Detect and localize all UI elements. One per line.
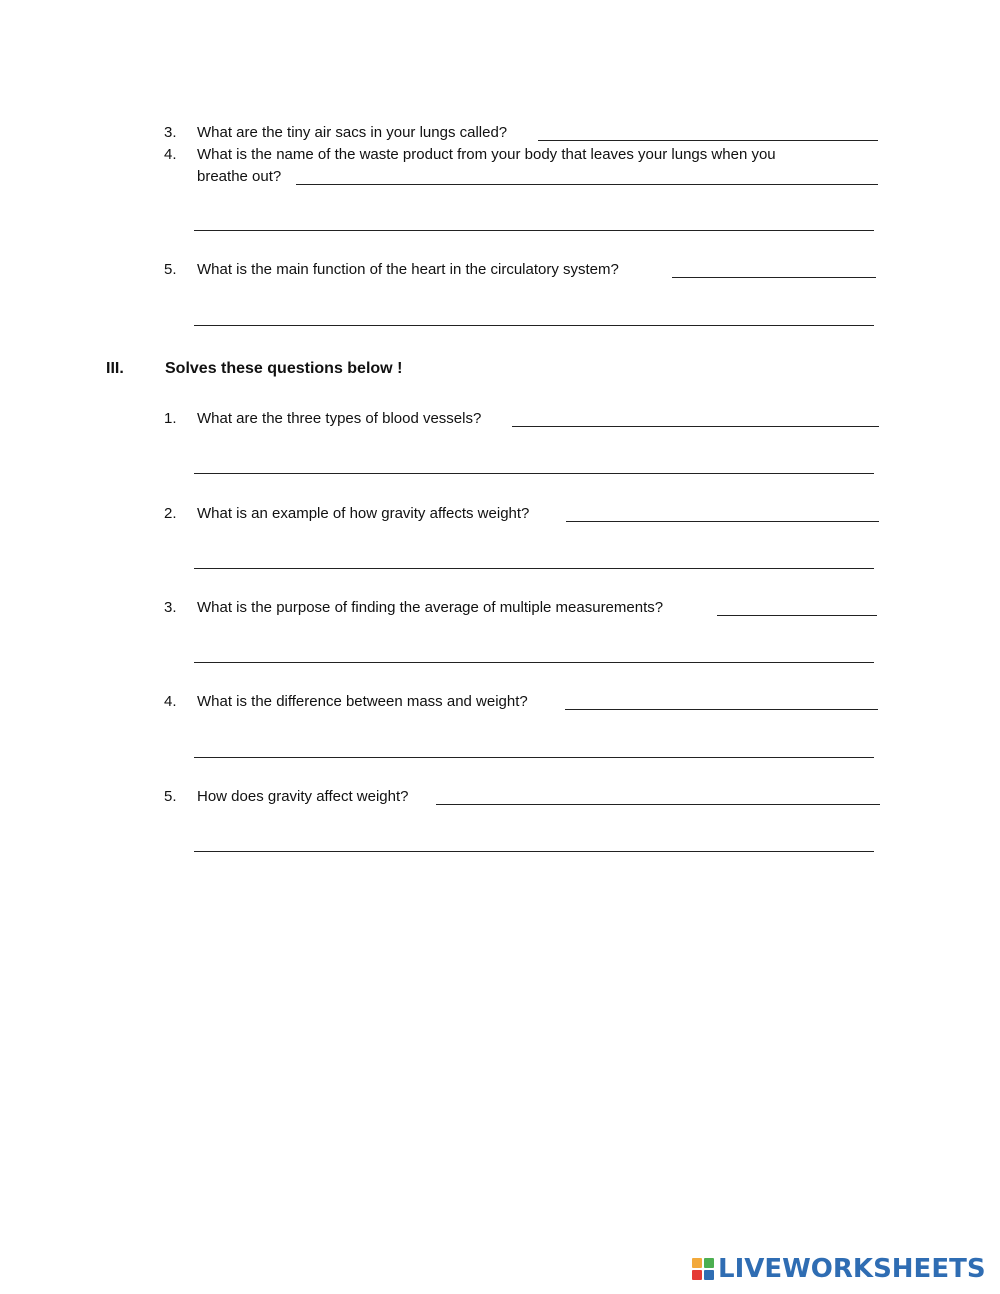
question-text: What is the difference between mass and weight? (197, 693, 528, 710)
answer-line[interactable] (717, 615, 877, 616)
answer-line[interactable] (194, 851, 874, 852)
section-heading: Solves these questions below ! (165, 360, 403, 377)
question-number: 3. (164, 599, 177, 616)
question-number: 2. (164, 505, 177, 522)
question-text: What is the main function of the heart in the circulatory system? (197, 261, 619, 278)
question-number: 1. (164, 410, 177, 427)
answer-line[interactable] (194, 757, 874, 758)
section-numeral: III. (106, 360, 124, 377)
question-text: How does gravity affect weight? (197, 788, 409, 805)
answer-line[interactable] (194, 662, 874, 663)
answer-line[interactable] (538, 140, 878, 141)
logo-block (692, 1270, 702, 1280)
answer-line[interactable] (296, 184, 878, 185)
logo-block (704, 1258, 714, 1268)
question-text: What is the purpose of finding the average of multiple measurements? (197, 599, 664, 616)
answer-line[interactable] (194, 473, 874, 474)
liveworksheets-logo (692, 1253, 986, 1285)
question-number: 5. (164, 788, 177, 805)
answer-line[interactable] (194, 325, 874, 326)
logo-blocks-icon (692, 1258, 714, 1280)
question-text: What are the tiny air sacs in your lungs called? (197, 124, 508, 141)
question-number: 3. (164, 124, 177, 141)
question-number: 4. (164, 146, 177, 163)
answer-line[interactable] (565, 709, 878, 710)
answer-line[interactable] (194, 568, 874, 569)
question-text: What is the name of the waste product from your body that leaves your lungs when you (197, 146, 776, 163)
answer-line[interactable] (194, 230, 874, 231)
question-text: What is an example of how gravity affects weight? (197, 505, 530, 522)
answer-line[interactable] (512, 426, 879, 427)
answer-line[interactable] (566, 521, 879, 522)
question-number: 4. (164, 693, 177, 710)
question-text-continued: breathe out? (197, 168, 282, 185)
logo-block (692, 1258, 702, 1268)
answer-line[interactable] (672, 277, 876, 278)
logo-text: LIVEWORKSHEETS (718, 1254, 986, 1284)
question-text: What are the three types of blood vessels? (197, 410, 482, 427)
answer-line[interactable] (436, 804, 880, 805)
logo-block (704, 1270, 714, 1280)
question-number: 5. (164, 261, 177, 278)
